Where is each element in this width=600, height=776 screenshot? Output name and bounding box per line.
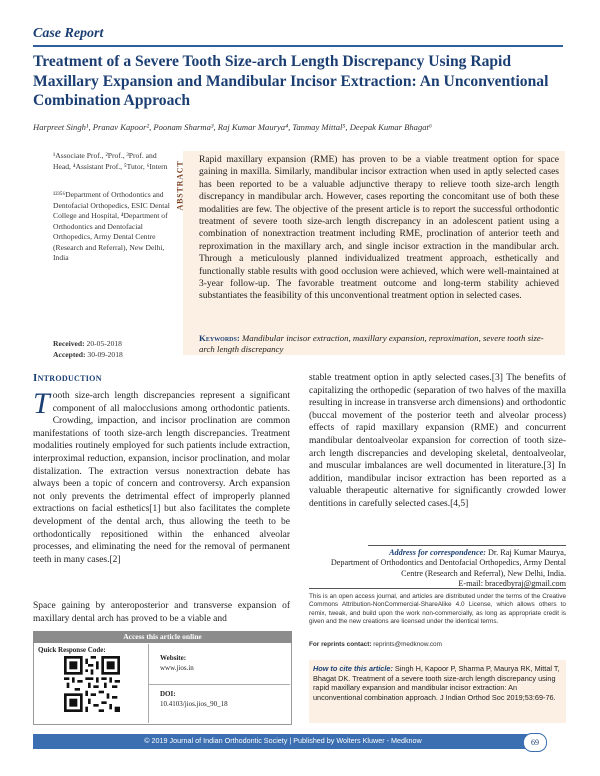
intro-para1-text: ooth size-arch length discrepancies represent a significant component of all malocclusions among orthodontic patients. Crowding, impaction, and incisor proclination are common manifestations of tooth size-arch length discrepancies. Treatment modalities routinely employed for such patients include extraction, interproximal reduction, expansion, incisor proclination, and molar distalization. The extraction versus nonextraction debate has always been a topic of concern and controversy. Arch expansion not only prevents the detrimental effect of improperly planned extractions on facial esthetics[1] but also facilitates the complete development of the dental arch, thus allowing the teeth to be orthodontically repositioned within the enhanced alveolar processes, and eliminating the need for the removal of permanent teeth in many cases.[2] bbox=[33, 391, 290, 565]
page-number: 69 bbox=[523, 733, 547, 752]
correspondence-rule bbox=[368, 545, 566, 546]
dropcap: T bbox=[33, 387, 50, 420]
reprints bbox=[309, 641, 442, 648]
footer-text: © 2019 Journal of Indian Orthodontic Society | Published by Wolters Kluwer - Medknow bbox=[144, 736, 422, 745]
accepted-date bbox=[53, 349, 123, 360]
header-rule bbox=[33, 45, 563, 47]
introduction-heading: Introduction bbox=[33, 372, 102, 384]
article-type: Case Report bbox=[33, 26, 104, 41]
received-date bbox=[53, 338, 122, 349]
reprints-label: For reprints contact: bbox=[309, 641, 372, 648]
website-label: Website: bbox=[160, 654, 187, 662]
access-divider-horizontal bbox=[149, 684, 290, 685]
received-label: Received: bbox=[53, 339, 85, 348]
qr-code-icon[interactable] bbox=[64, 656, 120, 712]
received-value: 20-05-2018 bbox=[86, 339, 122, 348]
qr-label: Quick Response Code: bbox=[38, 646, 106, 654]
intro-paragraph-2: Space gaining by anteroposterior and transverse expansion of maxillary dental arch has proved to be a viable and bbox=[33, 601, 290, 624]
doi-label: DOI: bbox=[160, 690, 176, 698]
access-heading: Access this article online bbox=[33, 631, 292, 643]
keywords-label: Keywords: bbox=[199, 333, 240, 343]
reprints-email[interactable]: reprints@medknow.com bbox=[373, 641, 442, 648]
license-rule bbox=[309, 588, 566, 589]
correspondence-email[interactable]: E-mail: bracedbyraj@gmail.com bbox=[458, 579, 566, 589]
correspondence bbox=[309, 548, 566, 590]
cite-text bbox=[313, 664, 563, 702]
article-title: Treatment of a Severe Tooth Size-arch Length Discrepancy Using Rapid Maxillary Expansion and Mandibular Incisor Extraction: An Unconventional Combination Approach bbox=[33, 53, 549, 109]
affiliation-departments: ¹²³⁵⁶Department of Orthodontics and Dentofacial Orthopedics, ESIC Dental College and Hospital, ⁴Department of Orthodontics and Dentofacial Orthopedics, Army Dental Centre (Research and Referral), New Delhi, India bbox=[53, 190, 170, 262]
correspondence-label: Address for correspondence: bbox=[389, 548, 486, 557]
abstract-text: Rapid maxillary expansion (RME) has proven to be a viable treatment option for space gaining in maxilla. Similarly, mandibular incisor extraction when used in aptly selected cases has been reported to be a valuable adjunctive therapy to relieve tooth size-arch length discrepancy in mandibular arch. However, cases reporting the concomitant use of both these modalities are few. The objective of the present article is to report the successful orthodontic treatment of severe tooth size-arch length discrepancy in an adolescent patient using a combination of nonextraction treatment including RME, proclination of anterior teeth and reproximation in the maxillary arch, and single incisor extraction in the mandibular arch. Through a meticulously planned individualized treatment approach, esthetically and functionally stable results with good occlusion were achieved, which were well-maintained at 3-year follow-up. The favorable treatment outcome and long-term stability achieved substantiates the feasibility of this unconventional treatment option in selected cases. bbox=[199, 155, 559, 302]
doi-link[interactable]: 10.4103/jios.jios_90_18 bbox=[160, 700, 228, 708]
accepted-label: Accepted: bbox=[53, 350, 86, 359]
keywords bbox=[199, 333, 559, 355]
website-link[interactable]: www.jios.in bbox=[160, 664, 194, 672]
correspondence-name: Dr. Raj Kumar Maurya, bbox=[488, 548, 566, 557]
correspondence-address: Department of Orthodontics and Dentofacial Orthopedics, Army Dental Centre (Research and Referral), New Delhi, India. bbox=[330, 558, 566, 578]
license-text: This is an open access journal, and articles are distributed under the terms of the Creative Commons Attribution-NonCommercial-ShareAlike 4.0 License, which allows others to remix, tweak, and build upon the work non-commercially, as long as appropriate credit is given and the new creations are licensed under the identical terms. bbox=[309, 593, 566, 625]
affiliation-positions: ¹Associate Prof., ²Prof., ³Prof. and Head, ⁴Assistant Prof., ⁵Tutor, ⁶Intern bbox=[53, 151, 168, 171]
intro-column-2: stable treatment option in aptly selected cases.[3] The benefits of capitalizing the orthopedic (separation of two halves of the maxilla resulting in increase in transverse arch dimensions) and orthodontic (buccal movement of the posterior teeth and alveolar process) effects of rapid maxillary expansion (RME) and concurrent mandibular dentoalveolar expansion for correction of tooth size-arch length discrepancies and developing skeletal, dentoalveolar, and muscular imbalances are well documented in literature.[3] In addition, mandibular incisor extraction has been reported as a valuable therapeutic alternative for significantly crowded lower dentitions in carefully selected cases.[4,5] bbox=[309, 373, 566, 509]
keywords-value: Mandibular incisor extraction, maxillary expansion, reproximation, severe tooth size-arch length discrepancy bbox=[199, 333, 544, 354]
abstract-label bbox=[175, 151, 195, 227]
cite-label: How to cite this article: bbox=[313, 664, 393, 673]
intro-paragraph-1 bbox=[33, 387, 290, 566]
cite-value: Singh H, Kapoor P, Sharma P, Maurya RK, Mittal T, Bhagat DK. Treatment of a severe tooth size-arch length discrepancy using rapid maxillary expansion and mandibular incisor extraction: An unconventional combination approach. J Indian Orthod Soc 2019;53:69-76. bbox=[313, 664, 560, 702]
author-list: Harpreet Singh¹, Pranav Kapoor², Poonam Sharma³, Raj Kumar Maurya⁴, Tanmay Mittal⁵, Deepak Kumar Bhagat⁶ bbox=[33, 122, 432, 132]
accepted-value: 30-09-2018 bbox=[87, 350, 123, 359]
abstract-label-text: ABSTRACT bbox=[175, 160, 185, 211]
